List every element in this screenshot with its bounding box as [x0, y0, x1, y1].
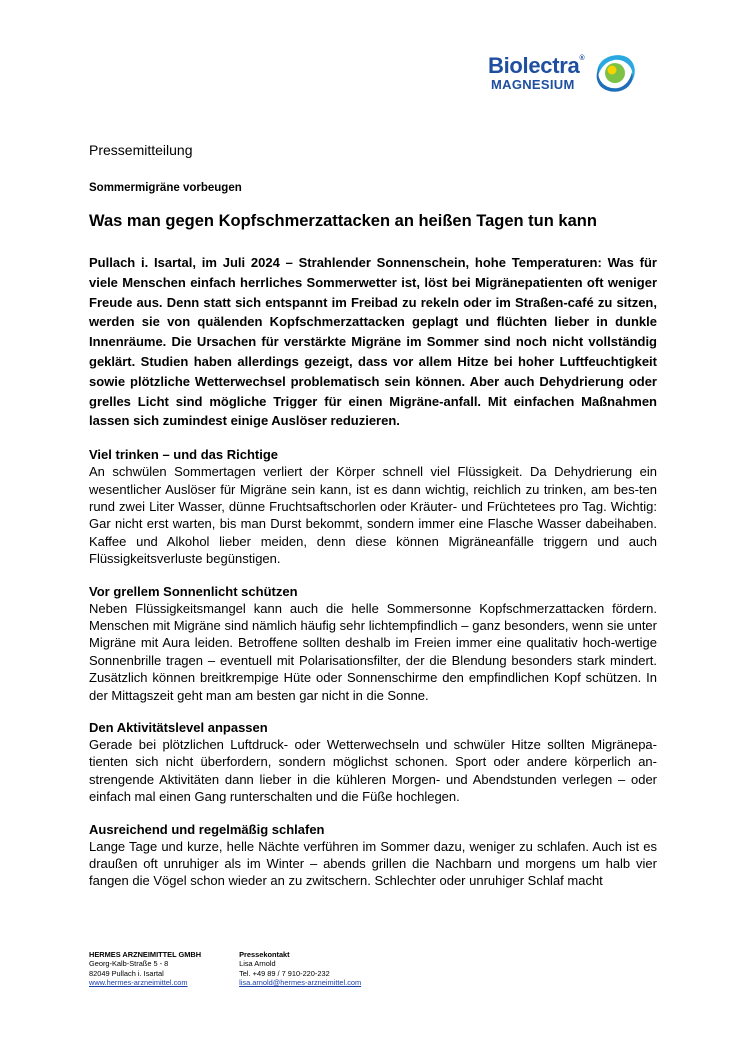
section-activity	[89, 719, 657, 806]
logo-sphere-highlight	[608, 66, 617, 75]
logo-swirl-icon	[592, 50, 638, 96]
section-heading: Viel trinken – und das Richtige	[89, 447, 279, 463]
section-sleep	[89, 821, 657, 890]
section-sunlight	[89, 583, 657, 704]
lead-paragraph: Pullach i. Isartal, im Juli 2024 – Strahlender Sonnenschein, hohe Temperaturen: Was für viele Menschen einfach herrliches Sommerwetter ist, löst bei Migränepatienten oft weniger Freude aus. Denn statt sich entspannt im Freibad zu rekeln oder im Straßen-café zu sitzen, werden sie von quälenden Kopfschmerzattacken geplagt und flüchten lieber in dunkle Innenräume. Die Ursachen für verstärkte Migräne im Sommer sind noch nicht vollständig geklärt. Studien haben allerdings gezeigt, dass vor allem Hitze bei hoher Luftfeuchtigkeit sowie plötzliche Wetterwechsel problematisch sein können. Aber auch Dehydrierung oder grelles Licht sind mögliche Trigger für einen Migräne-anfall. Mit einfachen Maßnahmen lassen sich zumindest einige Auslöser reduzieren.	[89, 255, 657, 429]
company-name: HERMES ARZNEIMITTEL GMBH	[89, 950, 202, 959]
document-kind: Pressemitteilung	[89, 142, 193, 158]
logo-subline: MAGNESIUM	[491, 77, 575, 92]
logo-wordmark	[488, 53, 584, 79]
company-website-link[interactable]: www.hermes-arzneimittel.com	[89, 977, 188, 987]
brand-logo	[488, 50, 638, 100]
contact-phone: Tel. +49 89 / 7 910-220-232	[239, 968, 330, 978]
section-heading: Ausreichend und regelmäßig schlafen	[89, 821, 325, 837]
logo-brand-text: Biolectra	[488, 53, 580, 78]
section-body: Lange Tage und kurze, helle Nächte verführen im Sommer dazu, weniger zu schlafen. Auch ist es draußen oft unruhiger als im Winter – abends grillen die Nachbarn und morgens um halb vier fangen die Vögel schon wieder an zu zwitschern. Schlechter oder unruhiger Schlaf macht	[89, 838, 657, 889]
contact-email-link[interactable]: lisa.arnold@hermes-arzneimittel.com	[239, 977, 362, 987]
footer-contact	[239, 950, 361, 987]
company-street: Georg-Kalb-Straße 5 - 8	[89, 959, 169, 969]
footer-company	[89, 950, 201, 987]
press-release-body	[89, 142, 657, 890]
company-city: 82049 Pullach i. Isartal	[89, 968, 164, 978]
contact-name: Lisa Arnold	[239, 959, 276, 969]
section-heading: Den Aktivitätslevel anpassen	[89, 720, 268, 736]
section-body: An schwülen Sommertagen verliert der Körper schnell viel Flüssigkeit. Da Dehydrierung ein wesentlicher Auslöser für Migräne sein kann, ist es dann wichtig, reichlich zu trinken, am bes-ten rund zwei Liter Wasser, dünne Fruchtsaftschorlen oder Kräuter- und Früchtetees pro Tag. Wichtig: Gar nicht erst warten, bis man Durst bekommt, sondern immer eine Flasche Wasser dabeihaben. Kaffee und Alkohol lieber meiden, denn diese können Migräneanfälle triggern und auch Flüssigkeitsverluste begünstigen.	[89, 464, 657, 567]
contact-title: Pressekontakt	[239, 950, 290, 959]
headline: Was man gegen Kopfschmerzattacken an heißen Tagen tun kann	[89, 212, 597, 230]
roofline: Sommermigräne vorbeugen	[89, 182, 242, 194]
section-drinking	[89, 446, 657, 567]
footer	[89, 950, 399, 987]
section-body: Gerade bei plötzlichen Luftdruck- oder Wetterwechseln und schwüler Hitze sollten Migränepa-tienten sich nicht überfordern, sondern möglichst schonen. Sport oder andere körperlich an-strengende Aktivitäten dann lieber in die kühleren Morgen- und Abendstunden verlegen – oder einfach mal einen Gang runterschalten und die Füße hochlegen.	[89, 737, 657, 805]
logo-registered-mark: ®	[579, 55, 585, 62]
section-heading: Vor grellem Sonnenlicht schützen	[89, 583, 298, 599]
section-body: Neben Flüssigkeitsmangel kann auch die helle Sommersonne Kopfschmerzattacken fördern. Menschen mit Migräne sind nämlich häufig sehr lichtempfindlich – ganz besonders, wenn sie unter Migräne mit Aura leiden. Betroffene sollten deshalb im Freien immer eine qualitativ hoch-wertige Sonnenbrille tragen – eventuell mit Polarisationsfilter, der die Blendung besonders stark mindert. Zusätzlich können breitkrempige Hüte oder Sonnenschirme den empfindlichen Kopf schützen. In der Mittagszeit geht man am besten gar nicht in die Sonne.	[89, 600, 657, 703]
